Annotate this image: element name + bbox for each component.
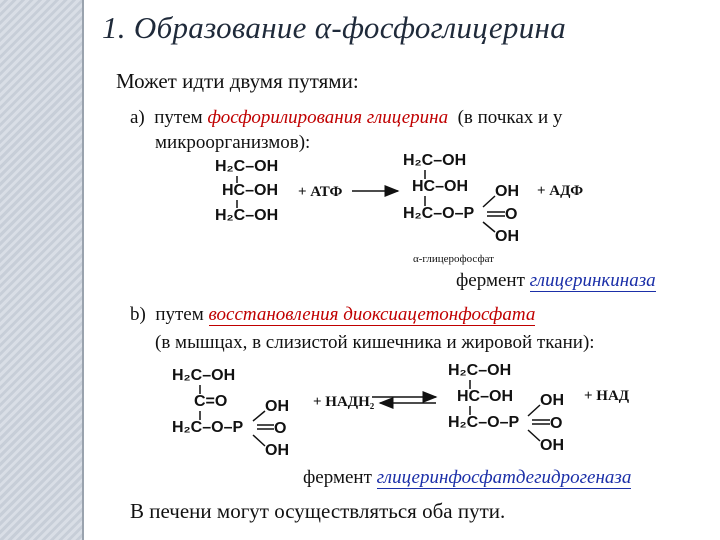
dhap-p-oh-bond xyxy=(253,411,265,421)
path-b-marker: b) xyxy=(130,304,146,325)
product-b-phosphate-oh-bottom: OH xyxy=(540,437,564,454)
enzyme-b-label: фермент xyxy=(303,467,372,488)
path-a-line2: микроорганизмов): xyxy=(155,132,311,153)
phosphate-o-right: O xyxy=(505,206,518,223)
dhap-p-oh2-bond xyxy=(253,435,265,446)
product-a-p-oh-bond xyxy=(483,196,495,207)
path-b-line2: (в мышцах, в слизистой кишечника и жировой ткани): xyxy=(155,332,595,353)
glycerophosphate-b-row1: H₂C–OH xyxy=(448,362,512,379)
dhap-phosphate-oh-top: OH xyxy=(265,398,289,415)
slide-title: 1. Образование α-фосфоглицерина xyxy=(102,10,566,45)
dhap-row1: H₂C–OH xyxy=(172,367,236,384)
nad-byproduct: + НАД xyxy=(584,388,630,404)
intro-text: Может идти двумя путями: xyxy=(116,69,359,93)
path-b-prefix: путем xyxy=(155,304,204,325)
glycerophosphate-row2: HC–OH xyxy=(412,178,469,195)
path-a-prefix: путем xyxy=(154,107,203,128)
nadh2-reagent: + НАДН₂ xyxy=(313,394,375,410)
atp-reagent: + АТФ xyxy=(298,184,343,200)
phosphate-oh-bottom: OH xyxy=(495,228,519,245)
glycerophosphate-b-row3: H₂C–O–P xyxy=(448,414,520,431)
enzyme-a-label: фермент xyxy=(456,270,525,291)
adp-byproduct: + АДФ xyxy=(537,183,584,199)
path-b-highlight: восстановления диоксиацетонфосфата xyxy=(208,304,536,325)
glycerophosphate-row1: H₂C–OH xyxy=(403,152,467,169)
product-a-p-oh2-bond xyxy=(483,222,495,232)
phosphate-oh-top: OH xyxy=(495,183,519,200)
product-b-phosphate-o-right: O xyxy=(550,415,563,432)
path-a-highlight: фосфорилирования глицерина xyxy=(207,107,449,128)
glycerol-row2: HC–OH xyxy=(222,182,279,199)
dhap-phosphate-o-right: O xyxy=(274,420,287,437)
path-a-suffix: (в почках и у xyxy=(457,107,563,128)
enzyme-b-name: глицеринфосфатдегидрогеназа xyxy=(376,467,632,488)
product-b-p-oh-bond xyxy=(528,405,540,416)
glycerol-row3: H₂C–OH xyxy=(215,207,279,224)
product-name-label: α-глицерофосфат xyxy=(413,253,494,265)
conclusion-text: В печени могут осуществляться оба пути. xyxy=(130,499,506,523)
product-b-p-oh2-bond xyxy=(528,430,540,441)
dhap-row3: H₂C–O–P xyxy=(172,419,244,436)
path-a-marker: a) xyxy=(130,107,145,128)
dhap-row2: C=O xyxy=(194,393,228,410)
glycerophosphate-row3: H₂C–O–P xyxy=(403,205,475,222)
product-b-phosphate-oh-top: OH xyxy=(540,392,564,409)
glycerol-row1: H₂C–OH xyxy=(215,158,279,175)
enzyme-a-name: глицеринкиназа xyxy=(529,270,656,291)
dhap-phosphate-oh-bottom: OH xyxy=(265,442,289,459)
glycerophosphate-b-row2: HC–OH xyxy=(457,388,514,405)
